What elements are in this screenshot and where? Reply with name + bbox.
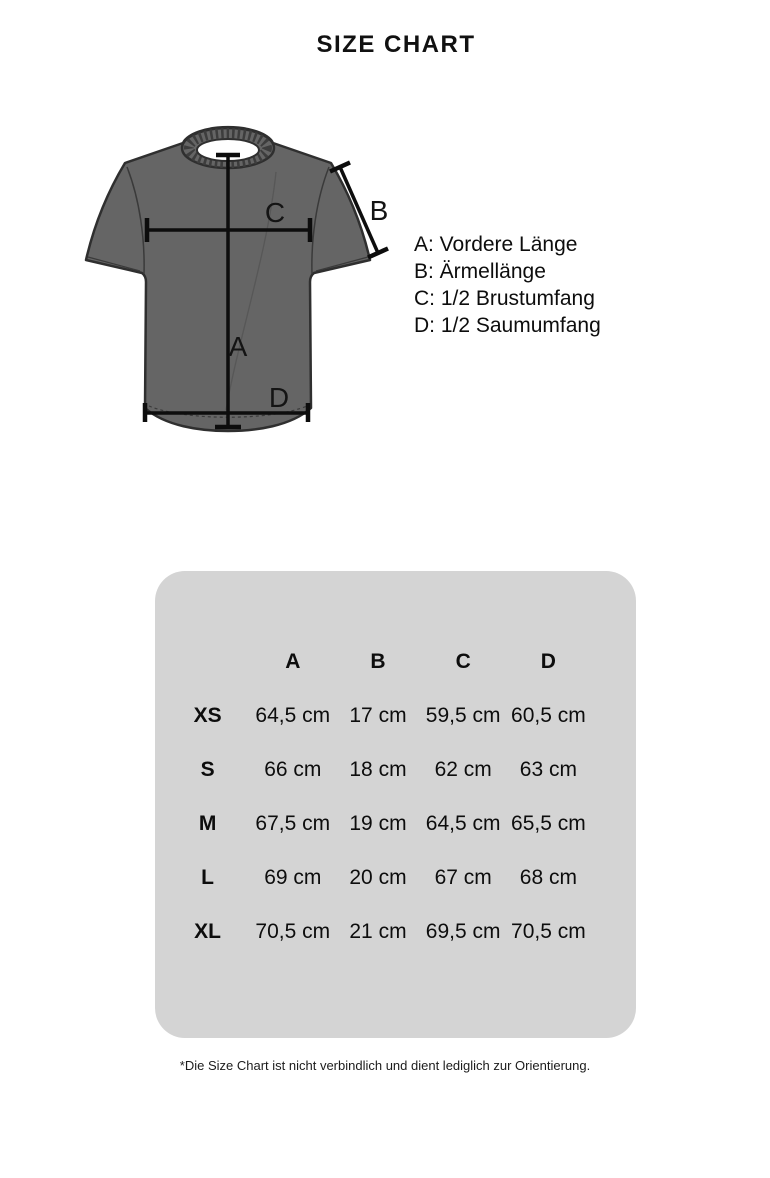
- value-cell: 67 cm: [434, 866, 492, 889]
- legend-item-d: D: 1/2 Saumumfang: [414, 314, 601, 337]
- column-header-a: A: [285, 650, 301, 673]
- value-cell: 68 cm: [519, 866, 577, 889]
- value-cell: 62 cm: [434, 758, 492, 781]
- size-label: XL: [194, 920, 222, 943]
- value-cell: 20 cm: [349, 866, 407, 889]
- measure-label-a: A: [228, 331, 248, 362]
- column-header-d: D: [540, 650, 556, 673]
- value-cell: 69,5 cm: [425, 920, 501, 943]
- column-header-b: B: [370, 650, 386, 673]
- size-table: [165, 635, 591, 959]
- value-cell: 64,5 cm: [255, 704, 331, 727]
- value-cell: 64,5 cm: [425, 812, 501, 835]
- measure-label-b: B: [369, 195, 389, 226]
- value-cell: 17 cm: [349, 704, 407, 727]
- table-row: [165, 797, 591, 851]
- value-cell: 21 cm: [349, 920, 407, 943]
- table-row: [165, 743, 591, 797]
- measure-label-c: C: [264, 197, 286, 228]
- legend-item-b: B: Ärmellänge: [414, 260, 546, 283]
- value-cell: 70,5 cm: [511, 920, 586, 943]
- size-label: S: [200, 758, 215, 781]
- table-row: [165, 851, 591, 905]
- legend-item-a: A: Vordere Länge: [414, 233, 578, 256]
- size-label: XS: [193, 704, 222, 727]
- corner-cell: [165, 635, 250, 689]
- tshirt-diagram: [70, 110, 400, 440]
- value-cell: 65,5 cm: [511, 812, 586, 835]
- page-title: SIZE CHART: [316, 31, 476, 58]
- value-cell: 60,5 cm: [511, 704, 586, 727]
- table-row: [165, 689, 591, 743]
- value-cell: 66 cm: [264, 758, 322, 781]
- value-cell: 63 cm: [519, 758, 577, 781]
- table-row: [165, 905, 591, 959]
- legend-item-c: C: 1/2 Brustumfang: [414, 287, 595, 310]
- value-cell: 67,5 cm: [255, 812, 331, 835]
- column-header-c: C: [455, 650, 471, 673]
- value-cell: 70,5 cm: [255, 920, 331, 943]
- size-label: L: [201, 866, 214, 889]
- size-table-panel: [155, 571, 636, 1038]
- measure-label-d: D: [268, 382, 290, 413]
- value-cell: 19 cm: [349, 812, 407, 835]
- table-header-row: [165, 635, 591, 689]
- value-cell: 18 cm: [349, 758, 407, 781]
- value-cell: 69 cm: [264, 866, 322, 889]
- measurement-legend: [414, 231, 601, 339]
- size-label: M: [198, 812, 217, 835]
- value-cell: 59,5 cm: [425, 704, 501, 727]
- disclaimer-text: *Die Size Chart ist nicht verbindlich und dient lediglich zur Orientierung.: [179, 1058, 591, 1073]
- tshirt-illustration: [70, 110, 400, 440]
